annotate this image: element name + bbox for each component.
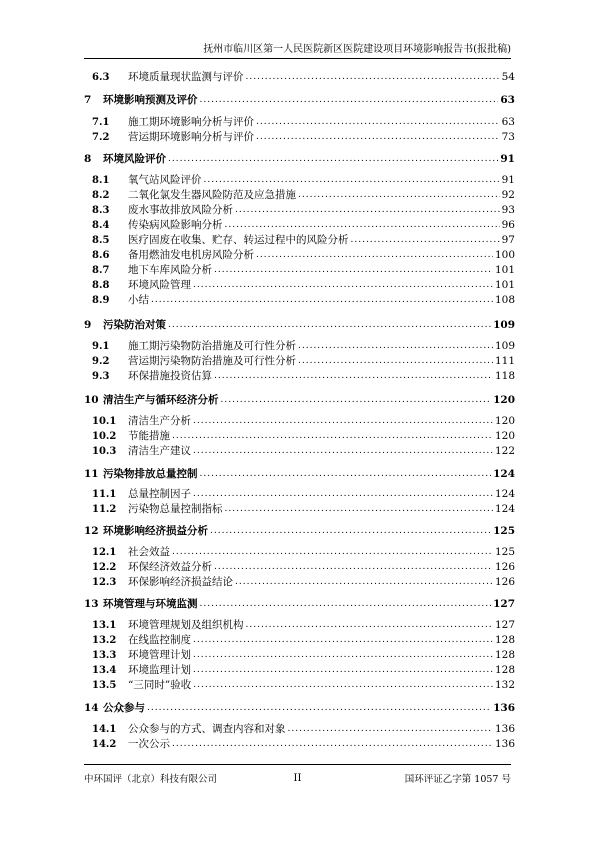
toc-entry-number: 12 xyxy=(84,525,99,537)
toc-dot-leader xyxy=(210,525,491,538)
toc-entry-number: 13.3 xyxy=(92,650,117,661)
toc-entry-number: 8 xyxy=(84,153,92,165)
toc-section-entry[interactable] xyxy=(84,294,515,307)
toc-section-entry[interactable] xyxy=(84,649,515,662)
toc-section-entry[interactable] xyxy=(84,234,515,247)
toc-entry-number: 11.2 xyxy=(92,504,117,515)
toc-entry-page: 111 xyxy=(494,355,515,367)
toc-entry-number: 13.4 xyxy=(92,665,117,676)
toc-entry-page: 128 xyxy=(494,664,515,676)
toc-section-entry[interactable] xyxy=(84,204,515,217)
toc-dot-leader xyxy=(298,340,493,353)
toc-entry-number: 12.2 xyxy=(92,562,117,573)
toc-chapter-entry[interactable] xyxy=(84,598,515,611)
toc-entry-page: 136 xyxy=(494,723,515,735)
toc-entry-page: 63 xyxy=(501,116,515,128)
toc-entry-number: 10 xyxy=(84,394,99,406)
toc-chapter-entry[interactable] xyxy=(84,468,515,481)
toc-entry-number: 8.9 xyxy=(92,295,110,306)
toc-entry-number: 14.2 xyxy=(92,739,117,750)
toc-entry-title: 环境管理计划 xyxy=(128,649,191,661)
toc-section-entry[interactable] xyxy=(84,370,515,383)
toc-entry-title: 污染物总量控制指标 xyxy=(128,503,223,515)
toc-dot-leader xyxy=(214,370,493,383)
toc-section-entry[interactable] xyxy=(84,415,515,428)
toc-entry-number: 8.6 xyxy=(92,250,110,261)
toc-entry-page: 128 xyxy=(494,649,515,661)
toc-entry-title: 环保措施投资估算 xyxy=(128,370,212,382)
toc-dot-leader xyxy=(193,415,493,428)
toc-entry-page: 101 xyxy=(494,264,515,276)
document-title: 抚州市临川区第一人民医院新区医院建设项目环境影响报告书(报批稿) xyxy=(203,44,511,55)
toc-entry-number: 13.2 xyxy=(92,635,117,646)
toc-entry-number: 12.3 xyxy=(92,577,117,588)
toc-section-entry[interactable] xyxy=(84,546,515,559)
toc-dot-leader xyxy=(193,664,493,677)
toc-section-entry[interactable] xyxy=(84,503,515,516)
toc-section-entry[interactable] xyxy=(84,445,515,458)
toc-section-entry[interactable] xyxy=(84,619,515,632)
toc-entry-number: 9.2 xyxy=(92,356,110,367)
toc-section-entry[interactable] xyxy=(84,355,515,368)
toc-section-entry[interactable] xyxy=(84,279,515,292)
toc-entry-page: 97 xyxy=(501,234,515,246)
toc-entry-title: 地下车库风险分析 xyxy=(128,264,212,276)
toc-entry-page: 124 xyxy=(493,468,515,480)
toc-section-entry[interactable] xyxy=(84,664,515,677)
toc-entry-page: 100 xyxy=(494,249,515,261)
toc-entry-number: 9.1 xyxy=(92,341,110,352)
toc-chapter-entry[interactable] xyxy=(84,525,515,538)
toc-entry-title: 污染防治对策 xyxy=(103,319,166,331)
toc-entry-title: 施工期环境影响分析与评价 xyxy=(128,116,254,128)
toc-entry-page: 63 xyxy=(500,94,515,106)
toc-entry-page: 108 xyxy=(494,294,515,306)
certificate-number: 国环评证乙字第 1057 号 xyxy=(404,774,511,785)
toc-dot-leader xyxy=(193,634,493,647)
toc-entry-title: 营运期环境影响分析与评价 xyxy=(128,131,254,143)
toc-section-entry[interactable] xyxy=(84,264,515,277)
toc-entry-page: 54 xyxy=(501,71,515,83)
toc-entry-page: 132 xyxy=(494,679,515,691)
toc-entry-title: 清洁生产建议 xyxy=(128,445,191,457)
toc-entry-number: 10.1 xyxy=(92,416,117,427)
toc-entry-number: 13 xyxy=(84,598,99,610)
toc-section-entry[interactable] xyxy=(84,131,515,144)
toc-entry-title: 公众参与 xyxy=(103,702,145,714)
toc-entry-title: 环境风险管理 xyxy=(128,279,191,291)
toc-entry-number: 14 xyxy=(84,702,99,714)
toc-entry-title: 清洁生产与循环经济分析 xyxy=(103,394,219,406)
toc-dot-leader xyxy=(168,153,498,166)
toc-entry-title: 环保影响经济损益结论 xyxy=(128,576,233,588)
toc-dot-leader xyxy=(235,576,493,589)
toc-section-entry[interactable] xyxy=(84,738,515,751)
toc-dot-leader xyxy=(193,649,493,662)
toc-entry-page: 120 xyxy=(494,430,515,442)
toc-entry-page: 91 xyxy=(501,174,515,186)
toc-dot-leader xyxy=(298,189,500,202)
toc-entry-title: 总量控制因子 xyxy=(128,488,191,500)
toc-dot-leader xyxy=(351,234,500,247)
toc-dot-leader xyxy=(200,94,499,107)
toc-section-entry[interactable] xyxy=(84,561,515,574)
toc-dot-leader xyxy=(204,174,500,187)
toc-chapter-entry[interactable] xyxy=(84,702,515,715)
toc-entry-number: 8.8 xyxy=(92,280,110,291)
toc-entry-page: 128 xyxy=(494,634,515,646)
toc-entry-title: 环境管理规划及组织机构 xyxy=(128,619,244,631)
toc-section-entry[interactable] xyxy=(84,430,515,443)
toc-entry-number: 8.3 xyxy=(92,205,110,216)
toc-entry-title: 环保经济效益分析 xyxy=(128,561,212,573)
toc-section-entry[interactable] xyxy=(84,576,515,589)
toc-entry-number: 13.5 xyxy=(92,680,117,691)
toc-entry-title: 传染病风险影响分析 xyxy=(128,219,223,231)
page-footer xyxy=(84,764,511,785)
toc-entry-number: 10.2 xyxy=(92,431,117,442)
toc-entry-title: 环境监理计划 xyxy=(128,664,191,676)
toc-entry-title: 公众参与的方式、调查内容和对象 xyxy=(128,723,286,735)
toc-dot-leader xyxy=(288,723,493,736)
toc-entry-page: 120 xyxy=(494,415,515,427)
toc-entry-number: 8.5 xyxy=(92,235,110,246)
toc-entry-page: 91 xyxy=(500,153,515,165)
toc-dot-leader xyxy=(235,204,500,217)
toc-dot-leader xyxy=(193,488,493,501)
toc-entry-title: 环境质量现状监测与评价 xyxy=(128,71,244,83)
page-header xyxy=(84,40,511,59)
toc-chapter-entry[interactable] xyxy=(84,153,515,166)
toc-entry-number: 7.1 xyxy=(92,117,110,128)
toc-section-entry[interactable] xyxy=(84,71,515,84)
toc-section-entry[interactable] xyxy=(84,679,515,692)
toc-entry-page: 109 xyxy=(494,340,515,352)
toc-entry-page: 136 xyxy=(493,702,515,714)
toc-dot-leader xyxy=(147,702,491,715)
toc-section-entry[interactable] xyxy=(84,189,515,202)
toc-entry-title: 一次公示 xyxy=(128,738,170,750)
toc-entry-page: 125 xyxy=(493,525,515,537)
toc-dot-leader xyxy=(246,71,500,84)
toc-entry-number: 10.3 xyxy=(92,446,117,457)
toc-dot-leader xyxy=(193,445,493,458)
toc-entry-number: 12.1 xyxy=(92,547,117,558)
toc-dot-leader xyxy=(214,561,493,574)
toc-entry-number: 11 xyxy=(84,468,99,480)
toc-chapter-entry[interactable] xyxy=(84,319,515,332)
toc-entry-title: 施工期污染物防治措施及可行性分析 xyxy=(128,340,296,352)
toc-dot-leader xyxy=(193,679,493,692)
toc-entry-page: 124 xyxy=(494,488,515,500)
toc-dot-leader xyxy=(225,219,500,232)
toc-entry-title: “三同时”验收 xyxy=(128,679,192,691)
company-name: 中环国评（北京）科技有限公司 xyxy=(84,774,218,785)
toc-section-entry[interactable] xyxy=(84,174,515,187)
toc-entry-page: 93 xyxy=(501,204,515,216)
toc-section-entry[interactable] xyxy=(84,340,515,353)
toc-section-entry[interactable] xyxy=(84,249,515,262)
toc-dot-leader xyxy=(256,131,500,144)
toc-entry-title: 环境管理与环境监测 xyxy=(103,598,198,610)
toc-entry-title: 环境影响预测及评价 xyxy=(103,94,198,106)
toc-entry-number: 14.1 xyxy=(92,724,117,735)
toc-entry-title: 在线监控制度 xyxy=(128,634,191,646)
toc-entry-page: 101 xyxy=(494,279,515,291)
toc-entry-title: 环境风险评价 xyxy=(103,153,166,165)
toc-entry-title: 小结 xyxy=(128,294,149,306)
toc-entry-number: 7 xyxy=(84,94,92,106)
toc-chapter-entry[interactable] xyxy=(84,394,515,407)
toc-entry-title: 营运期污染物防治措施及可行性分析 xyxy=(128,355,296,367)
page-number: II xyxy=(293,773,302,784)
toc-section-entry[interactable] xyxy=(84,116,515,129)
toc-entry-title: 废水事故排放风险分析 xyxy=(128,204,233,216)
toc-section-entry[interactable] xyxy=(84,488,515,501)
toc-entry-title: 环境影响经济损益分析 xyxy=(103,525,208,537)
toc-entry-title: 备用燃油发电机房风险分析 xyxy=(128,249,254,261)
toc-entry-number: 8.2 xyxy=(92,190,110,201)
toc-entry-page: 126 xyxy=(494,561,515,573)
toc-dot-leader xyxy=(225,503,493,516)
toc-chapter-entry[interactable] xyxy=(84,94,515,107)
toc-dot-leader xyxy=(200,468,492,481)
toc-entry-number: 13.1 xyxy=(92,620,117,631)
toc-entry-title: 节能措施 xyxy=(128,430,170,442)
toc-entry-title: 医疗固废在收集、贮存、转运过程中的风险分析 xyxy=(128,234,349,246)
toc-dot-leader xyxy=(172,430,493,443)
toc-entry-number: 11.1 xyxy=(92,489,117,500)
toc-entry-page: 124 xyxy=(494,503,515,515)
toc-dot-leader xyxy=(193,279,493,292)
toc-entry-title: 社会效益 xyxy=(128,546,170,558)
toc-entry-page: 127 xyxy=(493,598,515,610)
toc-dot-leader xyxy=(298,355,493,368)
toc-entry-number: 8.7 xyxy=(92,265,110,276)
toc-entry-page: 126 xyxy=(494,576,515,588)
toc-entry-page: 92 xyxy=(501,189,515,201)
toc-dot-leader xyxy=(214,264,493,277)
toc-dot-leader xyxy=(256,249,493,262)
toc-dot-leader xyxy=(172,738,493,751)
toc-dot-leader xyxy=(168,319,491,332)
toc-dot-leader xyxy=(221,394,492,407)
toc-entry-number: 7.2 xyxy=(92,132,110,143)
toc-entry-page: 122 xyxy=(494,445,515,457)
toc-entry-number: 6.3 xyxy=(92,72,110,83)
toc-entry-page: 125 xyxy=(494,546,515,558)
toc-dot-leader xyxy=(172,546,493,559)
toc-section-entry[interactable] xyxy=(84,219,515,232)
toc-entry-title: 氧气站风险评价 xyxy=(128,174,202,186)
toc-entry-title: 污染物排放总量控制 xyxy=(103,468,198,480)
toc-entry-page: 73 xyxy=(501,131,515,143)
toc-dot-leader xyxy=(246,619,493,632)
toc-dot-leader xyxy=(151,294,493,307)
toc-entry-page: 120 xyxy=(493,394,515,406)
toc-section-entry[interactable] xyxy=(84,723,515,736)
toc-entry-number: 9 xyxy=(84,319,92,331)
toc-entry-number: 9.3 xyxy=(92,371,110,382)
toc-entry-page: 118 xyxy=(494,370,515,382)
toc-entry-page: 96 xyxy=(501,219,515,231)
toc-entry-title: 二氧化氯发生器风险防范及应急措施 xyxy=(128,189,296,201)
toc-entry-number: 8.4 xyxy=(92,220,110,231)
toc-entry-title: 清洁生产分析 xyxy=(128,415,191,427)
toc-section-entry[interactable] xyxy=(84,634,515,647)
toc-entry-page: 109 xyxy=(493,319,515,331)
toc-entry-page: 136 xyxy=(494,738,515,750)
toc-dot-leader xyxy=(200,598,492,611)
toc-entry-page: 127 xyxy=(494,619,515,631)
toc-entry-number: 8.1 xyxy=(92,175,110,186)
toc-dot-leader xyxy=(256,116,500,129)
